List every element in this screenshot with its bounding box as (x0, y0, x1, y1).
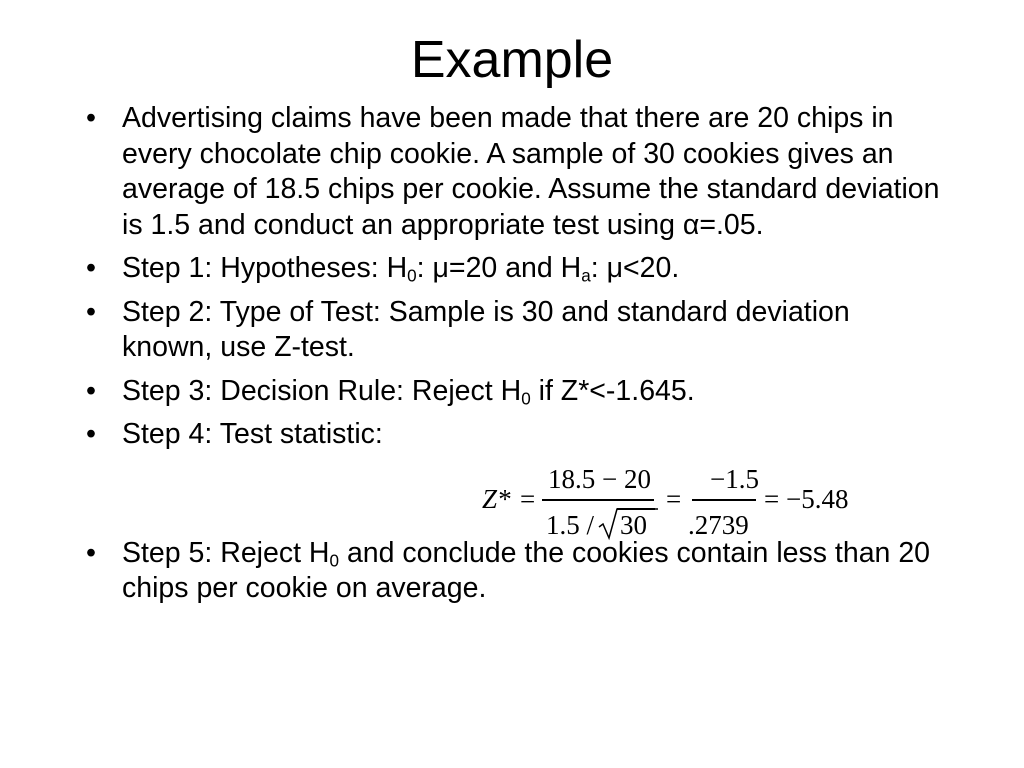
bullet-step-4 (86, 417, 946, 453)
bullet-step-3 (86, 374, 946, 410)
step2-text: Step 2: Type of Test: Sample is 30 and standard deviation known, use Z-test. (122, 295, 850, 363)
step4-text: Step 4: Test statistic: (122, 418, 383, 450)
intro-text: Advertising claims have been made that there are 20 chips in every chocolate chip cookie. A sample of 30 cookies gives an average of 18.5 chips per cookie. Assume the standard deviation is 1.5 and conduct an appropriate test using α=.05. (122, 102, 940, 241)
eq-equals-3: = (764, 484, 780, 514)
sqrt-icon (598, 508, 618, 540)
test-statistic-equation (482, 458, 882, 548)
eq-lhs: Z* (482, 484, 511, 514)
slide-title: Example (410, 31, 614, 89)
step5-prefix: Step 5: Reject H (122, 536, 330, 569)
step5-suffix: and conclude the cookies contain less than 20 chips per cookie on average. (122, 536, 931, 604)
eq-fraction-bar-1 (542, 499, 654, 501)
step1-sub-a: a (581, 266, 591, 286)
eq-denominator-2: .2739 (688, 510, 749, 540)
step3-prefix: Step 3: Decision Rule: Reject H (122, 374, 522, 407)
eq-equals-1: = (520, 484, 536, 514)
eq-fraction-bar-2 (692, 499, 756, 501)
eq-result: −5.48 (786, 484, 849, 514)
bullet-intro (86, 101, 946, 243)
step1-suffix: : μ<20. (590, 252, 680, 284)
eq-denominator-1-root: 30 (620, 510, 647, 540)
bullet-step-1 (86, 251, 946, 287)
step5-sub-0: 0 (329, 550, 340, 570)
eq-equals-2: = (666, 484, 682, 514)
step1-prefix: Step 1: Hypotheses: H (122, 252, 408, 284)
bullet-step-2 (86, 295, 946, 366)
step1-mid: : μ=20 and H (416, 252, 582, 284)
step3-suffix: if Z*<-1.645. (530, 374, 695, 407)
eq-denominator-1-left: 1.5 / (546, 510, 595, 540)
step1-sub-0: 0 (407, 266, 417, 286)
eq-numerator-1: 18.5 − 20 (548, 464, 651, 494)
step3-sub-0: 0 (521, 388, 531, 408)
eq-numerator-2: −1.5 (710, 464, 759, 494)
